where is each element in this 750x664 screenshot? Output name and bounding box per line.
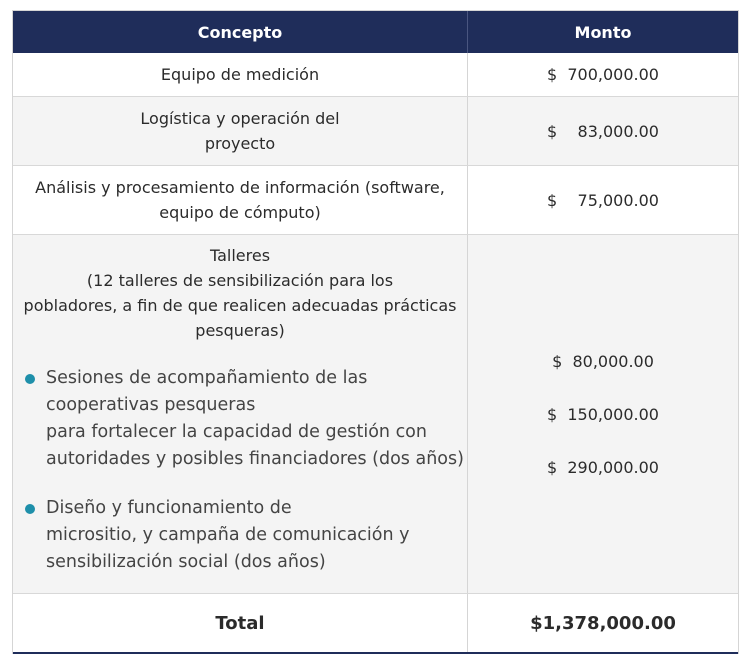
bullet-line: Diseño y funcionamiento de (46, 498, 292, 518)
concept-line: Análisis y procesamiento de información (software, (35, 178, 445, 197)
concept-cell (13, 235, 468, 593)
concept-line: proyecto (204, 134, 276, 153)
bullet-dot-icon (25, 374, 35, 384)
budget-table (12, 10, 739, 654)
table-row (13, 97, 738, 166)
table-row (13, 166, 738, 235)
amount-line: $ 80,000.00 (552, 352, 654, 371)
table-header (13, 11, 738, 53)
concept-line: pesqueras) (195, 321, 285, 340)
list-item (25, 365, 467, 473)
total-label: Total (13, 594, 468, 652)
header-concepto: Concepto (13, 11, 468, 53)
bullet-dot-icon (25, 504, 35, 514)
amount-cell: $ 83,000.00 (547, 121, 659, 141)
bullet-line: Sesiones de acompañamiento de las (46, 368, 368, 388)
amount-cell: $ 700,000.00 (547, 65, 659, 84)
total-row (13, 594, 738, 654)
bullet-line: sensibilización social (dos años) (46, 552, 326, 572)
concept-line: Logística y operación del (140, 109, 340, 128)
bullet-line: para fortalecer la capacidad de gestión con (46, 422, 427, 442)
amount-cell (468, 235, 738, 593)
concept-line: (12 talleres de sensibilización para los (86, 271, 394, 290)
bullet-list (13, 365, 467, 598)
amount-cell: $ 75,000.00 (547, 190, 659, 210)
concept-line: pobladores, a fin de que realicen adecuadas prácticas (23, 296, 457, 315)
amount-line: $ 290,000.00 (547, 458, 659, 477)
concept-line: equipo de cómputo) (159, 203, 321, 222)
bullet-line: cooperativas pesqueras (46, 395, 256, 415)
concept-line: Talleres (209, 246, 271, 265)
header-monto: Monto (574, 22, 632, 42)
amount-line: $ 150,000.00 (547, 405, 659, 424)
concept-cell: Equipo de medición (13, 53, 468, 96)
bullet-line: autoridades y posibles financiadores (dos años) (46, 449, 464, 469)
table-row (13, 53, 738, 97)
talleres-description (13, 243, 467, 343)
table-row (13, 235, 738, 594)
list-item (25, 495, 467, 576)
concept-cell (13, 166, 468, 234)
total-value: $1,378,000.00 (530, 612, 676, 634)
concept-cell (13, 97, 468, 165)
bullet-line: micrositio, y campaña de comunicación y (46, 525, 410, 545)
